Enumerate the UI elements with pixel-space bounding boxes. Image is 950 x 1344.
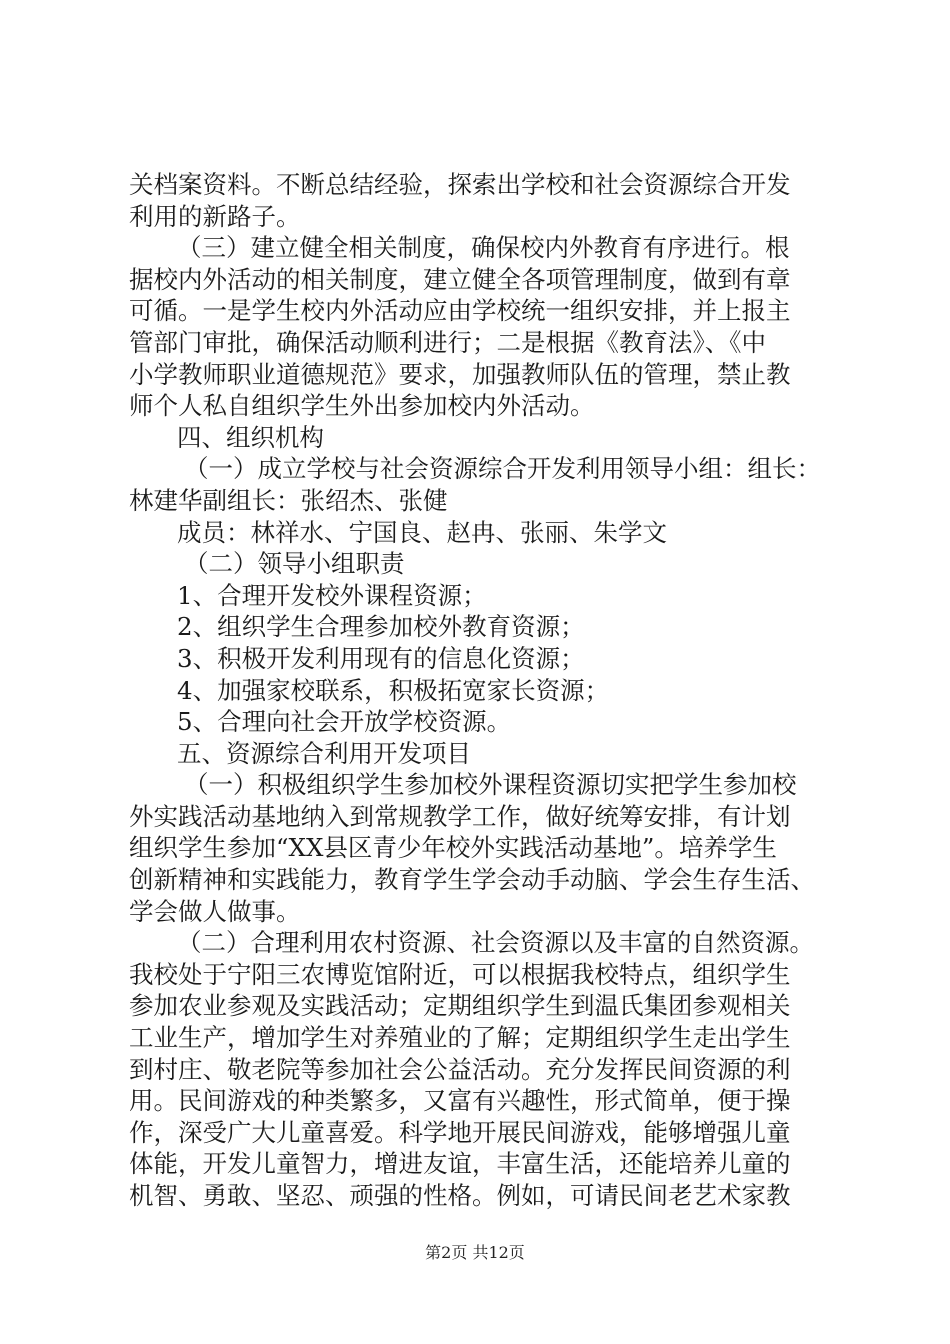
- text-line: 外实践活动基地纳入到常规教学工作，做好统筹安排，有计划: [129, 801, 791, 831]
- text-line: 用。民间游戏的种类繁多，又富有兴趣性，形式简单，便于操: [129, 1086, 791, 1116]
- text-line: （二）领导小组职责: [184, 549, 405, 579]
- list-item: 5、合理向社会开放学校资源。: [177, 707, 512, 737]
- text-line: 师个人私自组织学生外出参加校内外活动。: [129, 391, 595, 421]
- text-line: 机智、勇敢、坚忍、顽强的性格。例如，可请民间老艺术家教: [129, 1181, 791, 1210]
- text-line: （一）积极组织学生参加校外课程资源切实把学生参加校: [184, 770, 797, 800]
- text-line: 作，深受广大儿童喜爱。科学地开展民间游戏，能够增强儿童: [129, 1117, 791, 1147]
- text-line: 成员：林祥水、宁国良、赵冉、张丽、朱学文: [177, 517, 667, 547]
- text-line: 我校处于宁阳三农博览馆附近，可以根据我校特点，组织学生: [129, 959, 791, 989]
- section-heading: 五、资源综合利用开发项目: [177, 738, 471, 768]
- document-body: [129, 169, 829, 1212]
- text-line: （三）建立健全相关制度，确保校内外教育有序进行。根: [177, 233, 790, 263]
- text-line: 到村庄、敬老院等参加社会公益活动。充分发挥民间资源的利: [129, 1054, 791, 1084]
- text-line: （一）成立学校与社会资源综合开发利用领导小组：组长：: [184, 454, 821, 484]
- text-line: 关档案资料。不断总结经验，探索出学校和社会资源综合开发: [129, 170, 791, 199]
- text-line: 学会做人做事。: [129, 896, 301, 926]
- text-line: 参加农业参观及实践活动；定期组织学生到温氏集团参观相关: [129, 991, 791, 1021]
- text-line: 创新精神和实践能力，教育学生学会动手动脑、学会生存生活、: [129, 865, 815, 895]
- text-line: 据校内外活动的相关制度，建立健全各项管理制度，做到有章: [129, 264, 791, 294]
- list-item: 3、积极开发利用现有的信息化资源；: [177, 643, 585, 673]
- text-line: 利用的新路子。: [129, 201, 301, 231]
- text-line: 林建华副组长：张绍杰、张健: [129, 485, 448, 515]
- text-line: 管部门审批，确保活动顺利进行；二是根据《教育法》、《中: [129, 327, 766, 357]
- list-item: 1、合理开发校外课程资源；: [177, 580, 487, 610]
- list-item: 2、组织学生合理参加校外教育资源；: [177, 612, 585, 642]
- text-line: 组织学生参加“XX县区青少年校外实践活动基地”。培养学生: [129, 833, 777, 863]
- text-line: 体能，开发儿童智力，增进友谊，丰富生活，还能培养儿童的: [129, 1149, 791, 1179]
- text-line: 可循。一是学生校内外活动应由学校统一组织安排，并上报主: [129, 296, 791, 326]
- text-line: 工业生产，增加学生对养殖业的了解；定期组织学生走出学生: [129, 1023, 791, 1053]
- text-line: （二）合理利用农村资源、社会资源以及丰富的自然资源。: [177, 928, 814, 958]
- section-heading: 四、组织机构: [177, 422, 324, 452]
- text-line: 小学教师职业道德规范》要求，加强教师队伍的管理，禁止教: [129, 359, 791, 389]
- list-item: 4、加强家校联系，积极拓宽家长资源；: [177, 675, 610, 705]
- page-number: 第2页 共12页: [425, 1243, 525, 1262]
